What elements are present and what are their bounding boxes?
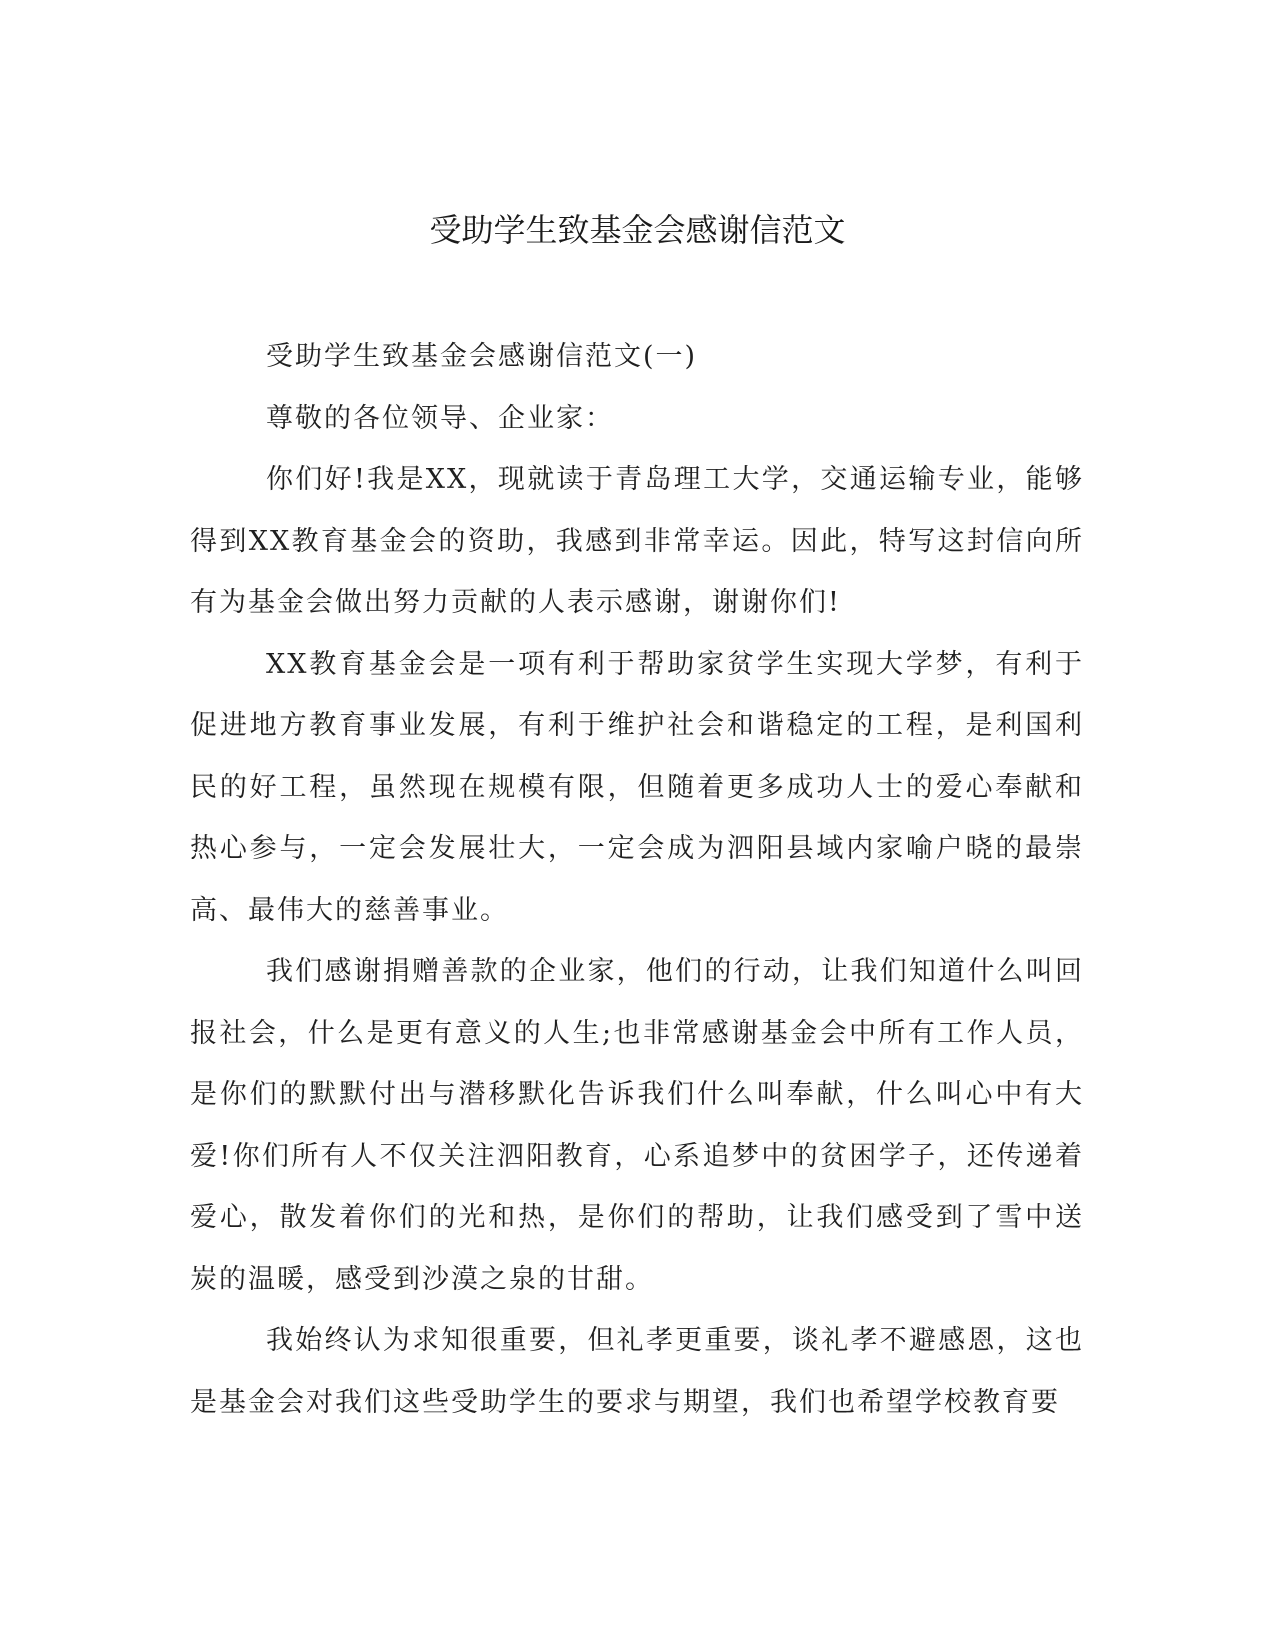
document-body — [190, 326, 1084, 1433]
subtitle-paragraph: 受助学生致基金会感谢信范文(一) — [266, 341, 698, 372]
body-paragraph: 我始终认为求知很重要，但礼孝更重要，谈礼孝不避感恩，这也是基金会对我们这些受助学生的要求与期望，我们也希望学校教育要 — [190, 1325, 1084, 1418]
salutation-paragraph: 尊敬的各位领导、企业家： — [266, 402, 614, 434]
body-paragraph: 我们感谢捐赠善款的企业家，他们的行动，让我们知道什么叫回报社会，什么是更有意义的人生;也非常感谢基金会中所有工作人员，是你们的默默付出与潜移默化告诉我们什么叫奉献，什么叫心中有大爱!你们所有人不仅关注泗阳教育，心系追梦中的贫困学子，还传递着爱心，散发着你们的光和热，是你们的帮助，让我们感受到了雪中送炭的温暖，感受到沙漠之泉的甘甜。 — [190, 956, 1084, 1295]
body-paragraph: 你们好!我是XX，现就读于青岛理工大学，交通运输专业，能够得到XX教育基金会的资助，我感到非常幸运。因此，特写这封信向所有为基金会做出努力贡献的人表示感谢，谢谢你们! — [190, 464, 1084, 618]
body-paragraph: XX教育基金会是一项有利于帮助家贫学生实现大学梦，有利于促进地方教育事业发展，有利于维护社会和谐稳定的工程，是利国利民的好工程，虽然现在规模有限，但随着更多成功人士的爱心奉献和热心参与，一定会发展壮大，一定会成为泗阳县域内家喻户晓的最崇高、最伟大的慈善事业。 — [190, 648, 1084, 926]
document-title: 受助学生致基金会感谢信范文 — [429, 211, 846, 249]
